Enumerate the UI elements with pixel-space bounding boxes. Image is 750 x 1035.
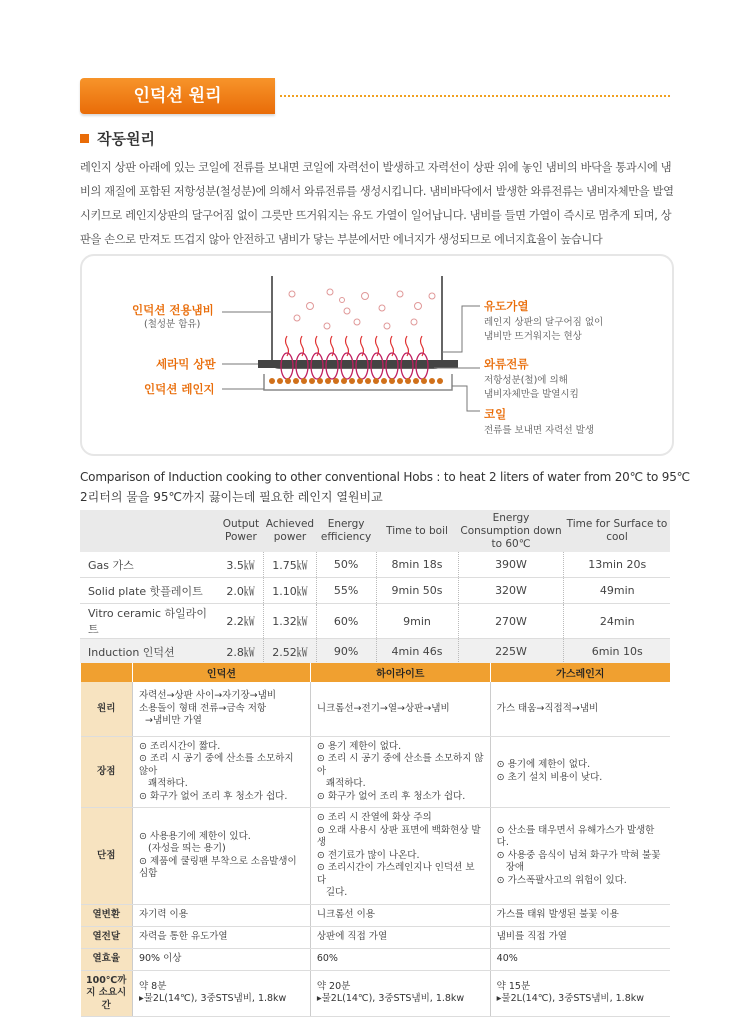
table-cell [132, 808, 310, 905]
table-cell [132, 736, 310, 808]
table-cell: 90% 이상 [132, 948, 310, 970]
cell-line: 장애 [496, 862, 525, 873]
cell-line: ⊙ 조리 시 잔열에 화상 주의 [316, 812, 432, 823]
table-cell: 50% [316, 552, 376, 578]
table-row [81, 948, 671, 970]
table-cell: 2.8㎾ [218, 639, 264, 665]
table-cell: 자기력 이용 [132, 904, 310, 926]
cell-line: ⊙ 조리시간이 가스레인지나 인덕션 보다 [316, 862, 475, 886]
table-cell [490, 736, 670, 808]
table-cell: 가스를 태워 발생된 불꽃 이용 [490, 904, 670, 926]
table-cell: 2.0㎾ [218, 578, 264, 604]
table-cell: 4min 46s [376, 639, 458, 665]
table-row [81, 926, 671, 948]
cell-line: ⊙ 조리 시 공기 중에 산소를 소모하지 않아 [138, 753, 294, 777]
table-cell: 상판에 직접 가열 [310, 926, 490, 948]
comparison-header [80, 510, 218, 552]
table-cell: 24min [564, 604, 670, 639]
table-cell [310, 970, 490, 1017]
comparison-header: Output Power [218, 510, 264, 552]
cell-line: →냄비만 가열 [138, 715, 202, 726]
section-heading-label: 작동원리 [97, 130, 155, 148]
table-cell: Gas 가스 [80, 552, 218, 578]
cell-line: 약 20분 [316, 980, 351, 992]
cell-line: ⊙ 산소를 태우면서 유해가스가 발생한다. [496, 824, 655, 848]
cell-line: 쾌적하다. [316, 778, 366, 789]
table-cell: 55% [316, 578, 376, 604]
comparison-header: Energy efficiency [316, 510, 376, 552]
label-eddy-current-sub2: 냄비자체만을 발열시킴 [484, 389, 579, 400]
comparison-caption-en: Comparison of Induction cooking to other conventional Hobs : to heat 2 liters of water from 20℃ to 95℃ [80, 470, 690, 484]
table-cell [490, 970, 670, 1017]
table-cell: Induction 인덕션 [80, 639, 218, 665]
row-header: 원리 [81, 682, 133, 736]
table-cell: 60% [316, 604, 376, 639]
cell-line: ⊙ 초기 설치 비용이 낮다. [496, 771, 603, 783]
label-induction-pot: 인덕션 전용냄비 [132, 303, 214, 317]
comparison-caption-ko: 2리터의 물을 95℃까지 끓이는데 필요한 레인지 열원비교 [80, 490, 383, 504]
cell-line: 쾌적하다. [138, 778, 188, 789]
cell-line: ⊙ 용기에 제한이 없다. [496, 759, 591, 771]
section-heading [80, 128, 155, 149]
table-cell: 40% [490, 948, 670, 970]
table-cell: 1.32㎾ [264, 604, 316, 639]
table-row [81, 904, 671, 926]
comparison-header: Achieved power [264, 510, 316, 552]
table-cell: 1.75㎾ [264, 552, 316, 578]
table-cell: 자력을 통한 유도가열 [132, 926, 310, 948]
table-cell: 8min 18s [376, 552, 458, 578]
cell-line: 가스 태움→직접적→냄비 [496, 702, 599, 714]
table-cell: 13min 20s [564, 552, 670, 578]
table-cell [310, 682, 490, 736]
cell-line: ⊙ 오래 사용시 상판 표면에 백화현상 발생 [316, 824, 481, 848]
label-coil-sub1: 전류를 보내면 자력선 발생 [484, 425, 595, 436]
table-cell: 49min [564, 578, 670, 604]
comparison-header: Time to boil [376, 510, 458, 552]
title-divider [280, 95, 670, 97]
label-induction-heating: 유도가열 [484, 299, 529, 313]
cell-line: 자력선→상판 사이→자기장→냄비 [138, 690, 276, 701]
comparison-table [80, 510, 670, 665]
table-cell: 390W [458, 552, 564, 578]
comparison-header: Energy Consumption down to 60℃ [458, 510, 564, 552]
label-coil: 코일 [484, 407, 507, 421]
cell-line: ⊙ 제품에 쿨링팬 부착으로 소음발생이 심함 [138, 855, 297, 880]
label-eddy-current: 와류전류 [484, 357, 529, 371]
cell-line: ⊙ 용기 제한이 없다. [316, 740, 402, 752]
table-cell: 9min 50s [376, 578, 458, 604]
cell-line: ⊙ 화구가 없어 조리 후 청소가 쉽다. [316, 790, 466, 802]
table-cell [132, 682, 310, 736]
cell-line: ⊙ 조리시간이 짧다. [138, 740, 221, 752]
feature-header [81, 663, 133, 682]
label-induction-range: 인덕션 레인지 [144, 382, 215, 396]
table-cell: 90% [316, 639, 376, 665]
cell-line: ⊙ 가스폭팔사고의 위험이 있다. [496, 874, 627, 886]
feature-header: 인덕션 [132, 663, 310, 682]
cell-line: (자성을 띄는 용기) [138, 843, 226, 855]
feature-header: 가스레인지 [490, 663, 670, 682]
table-cell: 320W [458, 578, 564, 604]
cell-line: 길다. [316, 887, 348, 898]
cell-line: ⊙ 사용용기에 제한이 있다. [138, 830, 251, 842]
cell-line: ⊙ 화구가 없어 조리 후 청소가 쉽다. [138, 790, 288, 802]
bullet-square-icon [80, 134, 89, 143]
table-cell [490, 682, 670, 736]
cell-line: ⊙ 전기료가 많이 나온다. [316, 849, 420, 861]
label-eddy-current-sub1: 저항성분(철)에 의해 [484, 375, 568, 386]
table-cell: 2.2㎾ [218, 604, 264, 639]
feature-header: 하이라이트 [310, 663, 490, 682]
feature-comparison-table [80, 663, 670, 1017]
table-row [81, 970, 671, 1017]
table-row [80, 552, 670, 578]
label-induction-heating-sub1: 레인지 상판의 달구어짐 없이 [484, 317, 604, 328]
label-induction-pot-sub: (철성분 함유) [144, 319, 201, 330]
table-row [80, 604, 670, 639]
table-row [80, 639, 670, 665]
row-header: 열변환 [81, 904, 133, 926]
comparison-header: Time for Surface to cool [564, 510, 670, 552]
table-cell [490, 808, 670, 905]
table-row [81, 736, 671, 808]
table-cell: 1.10㎾ [264, 578, 316, 604]
cell-line: 약 15분 [496, 980, 531, 992]
row-header: 장점 [81, 736, 133, 808]
row-header: 100℃까지 소요시간 [81, 970, 133, 1017]
row-header: 열효율 [81, 948, 133, 970]
cell-line: ▸물2L(14℃), 3중STS냄비, 1.8kw [138, 993, 287, 1005]
cell-line: ▸물2L(14℃), 3중STS냄비, 1.8kw [496, 993, 645, 1005]
table-cell: 3.5㎾ [218, 552, 264, 578]
cell-line: ⊙ 사용중 음식이 넘쳐 화구가 막혀 불꽃 [496, 849, 661, 861]
comparison-header-row [80, 510, 670, 552]
table-cell [310, 808, 490, 905]
table-cell [132, 970, 310, 1017]
table-row [81, 682, 671, 736]
feature-header-row [81, 663, 671, 682]
table-cell: 2.52㎾ [264, 639, 316, 665]
table-cell: Solid plate 핫플레이트 [80, 578, 218, 604]
label-induction-heating-sub2: 냄비만 뜨거워지는 현상 [484, 331, 582, 342]
cell-line: 소용돌이 형태 전류→금속 저항 [138, 702, 267, 714]
table-cell: 225W [458, 639, 564, 665]
table-cell: 9min [376, 604, 458, 639]
table-row [80, 578, 670, 604]
table-cell: 6min 10s [564, 639, 670, 665]
induction-diagram [80, 254, 674, 456]
cell-line: ▸물2L(14℃), 3중STS냄비, 1.8kw [316, 993, 465, 1005]
label-ceramic-plate: 세라믹 상판 [156, 357, 216, 371]
cell-line: 니크롬선→전기→열→상판→냄비 [316, 702, 450, 714]
cell-line: 약 8분 [138, 980, 167, 992]
row-header: 단점 [81, 808, 133, 905]
table-cell: 니크롬선 이용 [310, 904, 490, 926]
table-cell: 60% [310, 948, 490, 970]
table-cell: 냄비를 직접 가열 [490, 926, 670, 948]
page-title: 인덕션 원리 [80, 78, 275, 114]
table-cell [310, 736, 490, 808]
description-paragraph: 레인지 상판 아래에 있는 코일에 전류를 보내면 코일에 자력선이 발생하고 자력선이 상판 위에 놓인 냄비의 바닥을 통과시에 냄비의 재질에 포함된 저항성분(철성분)에 의해서 와류전류를 생성시킵니다. 냄비바닥에서 발생한 와류전류는 냄비자체만을 발열 시키므로 레인지상판의 달구어짐 없이 그릇만 뜨거워지는 유도 가열이 일어납니다. 냄비를 들면 가열이 즉시로 멈추게 되며, 상판을 손으로 만져도 뜨겁지 않아 안전하고 냄비가 닿는 부분에서만 에너지가 생성되므로 에너지효율이 높습니다 [80, 161, 674, 246]
row-header: 열전달 [81, 926, 133, 948]
table-cell: 270W [458, 604, 564, 639]
cell-line: ⊙ 조리 시 공기 중에 산소를 소모하지 않아 [316, 753, 484, 777]
table-row [81, 808, 671, 905]
table-cell: Vitro ceramic 하일라이트 [80, 604, 218, 639]
